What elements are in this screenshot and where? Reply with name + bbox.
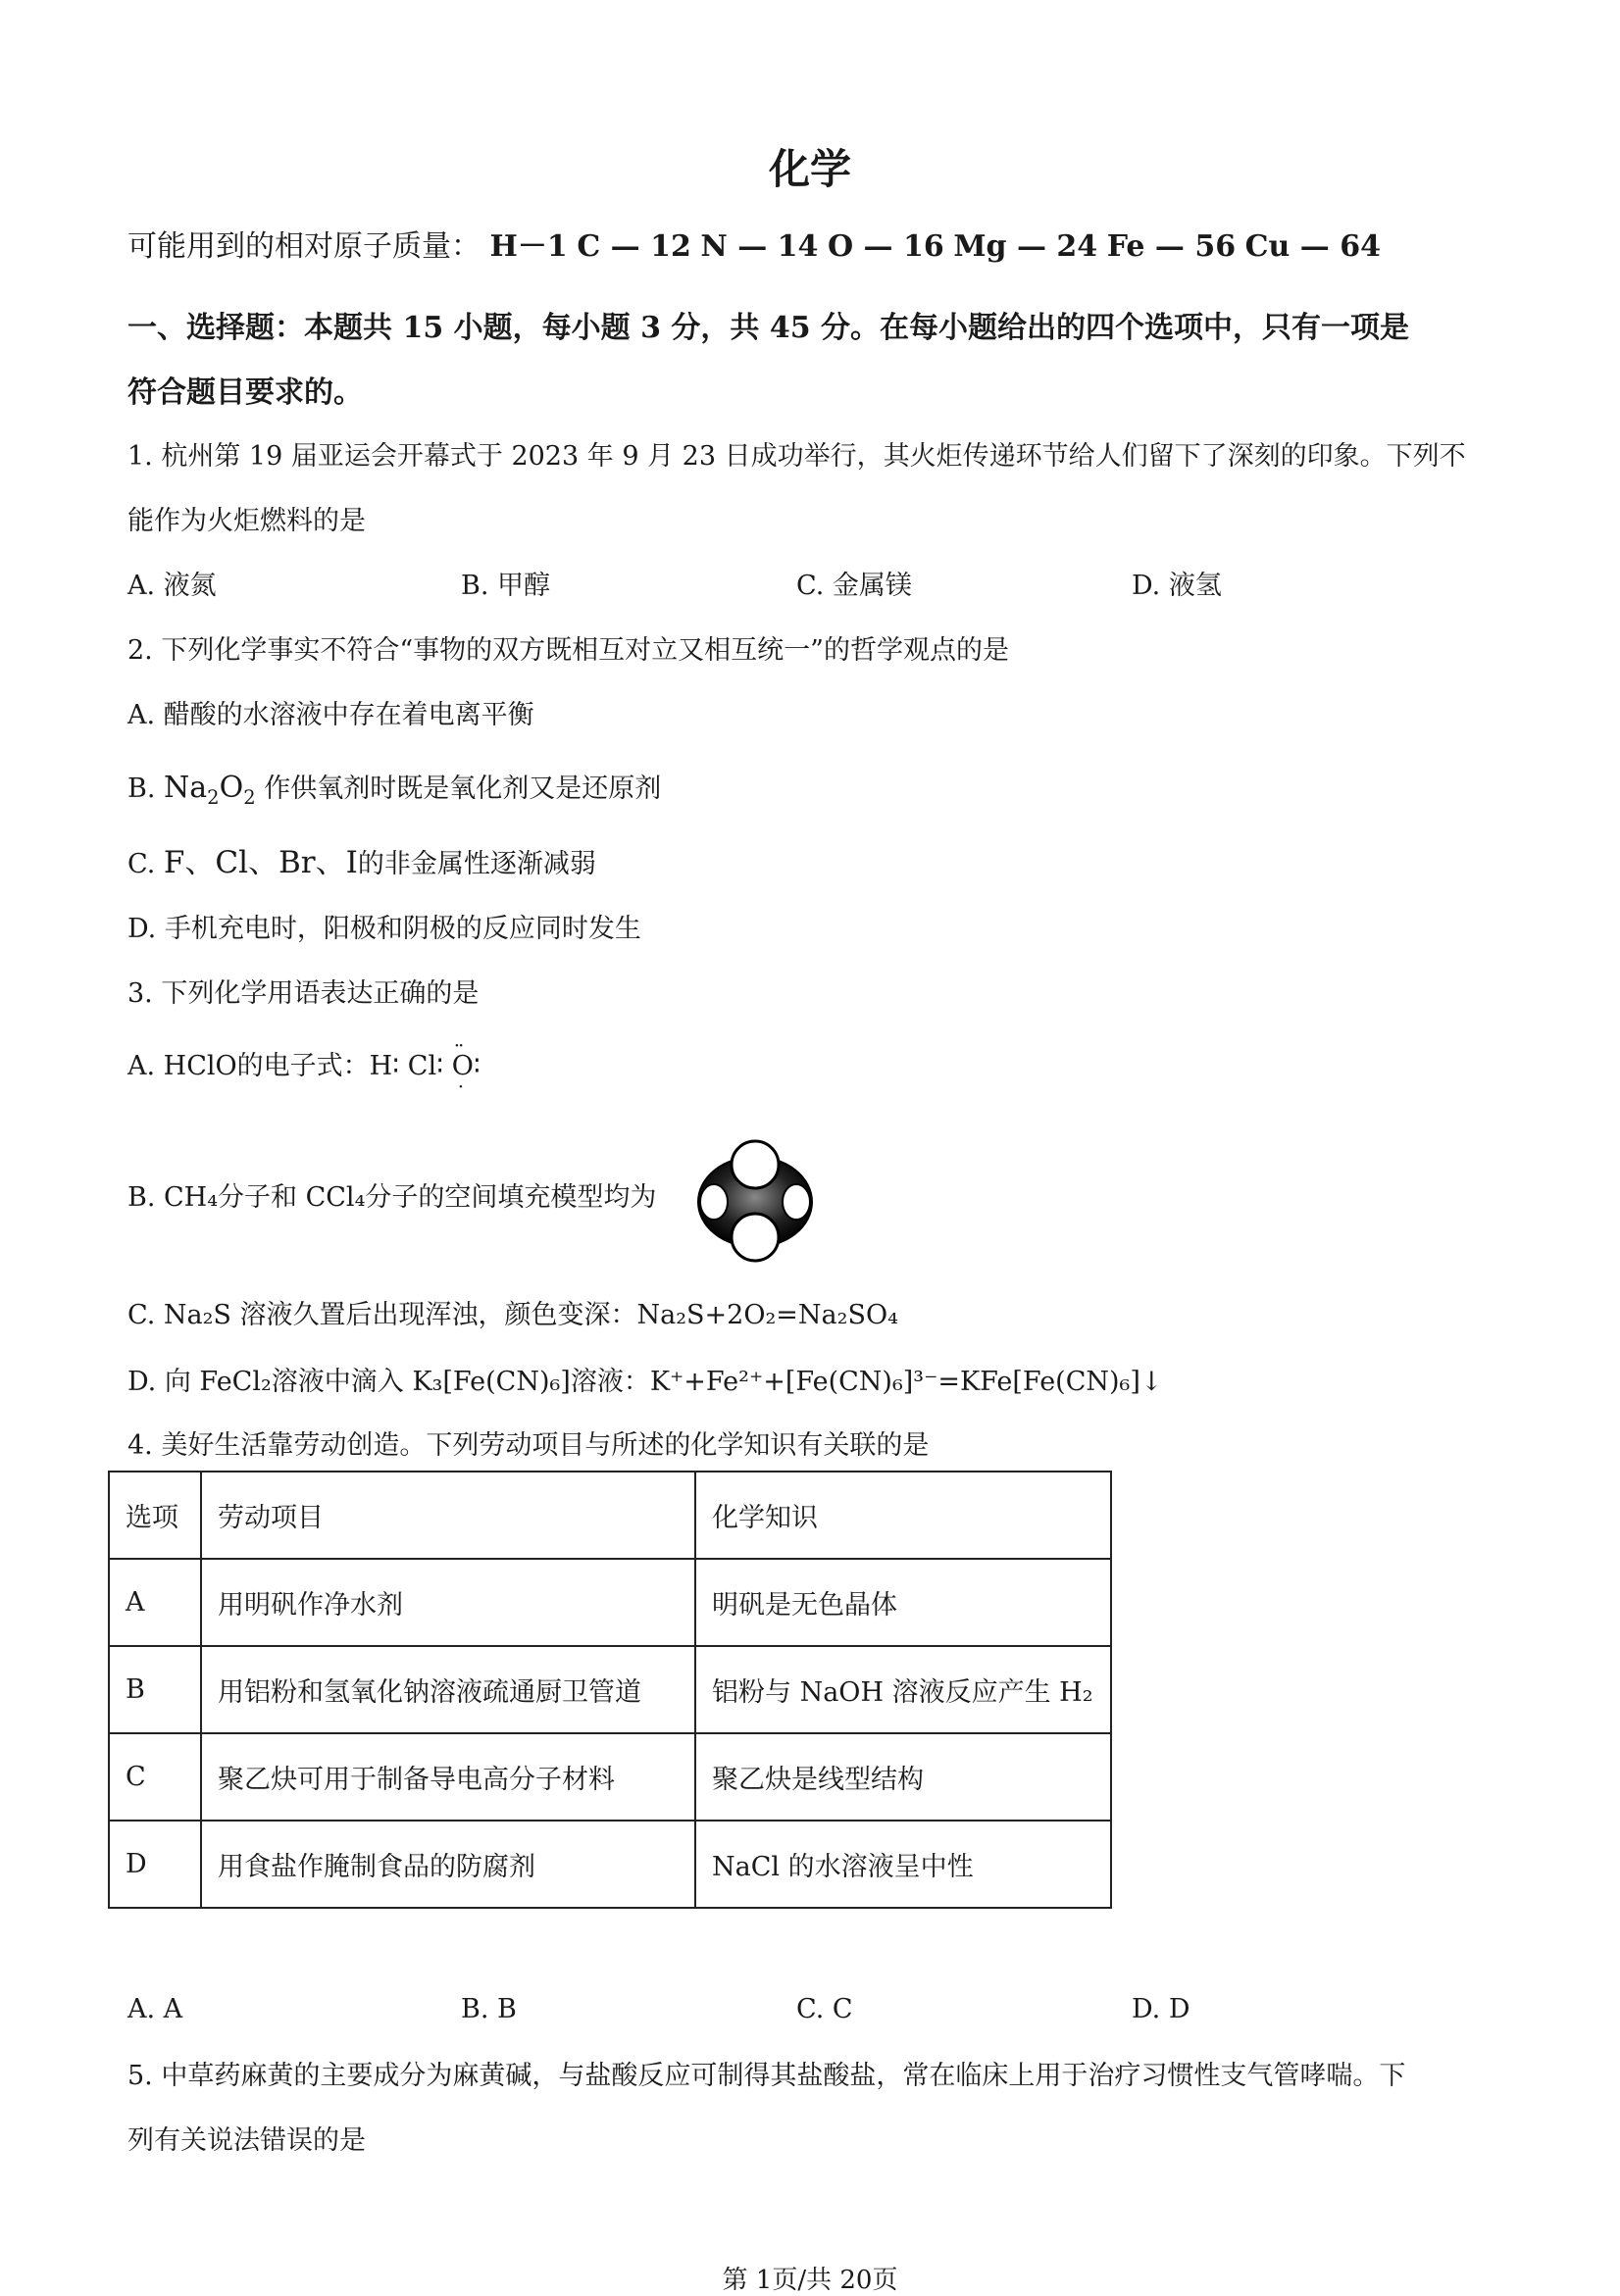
page-footer: 第 1页/共 20页 [722, 2266, 898, 2295]
q3-option-a: A. HClO的电子式：H∶ Cl∶ ·· O ·∶ [127, 1047, 481, 1086]
q4-table [108, 1471, 1112, 1909]
q4-option-a: A. A [127, 1994, 183, 2024]
table-header-row: 选项 劳动项目 化学知识 [109, 1472, 1111, 1559]
table-row: B 用铝粉和氢氧化钠溶液疏通厨卫管道 铝粉与 NaOH 溶液反应产生 H₂ [109, 1646, 1111, 1733]
q4-option-c: C. C [796, 1994, 853, 2024]
section-heading-2: 符合题目要求的。 [127, 375, 363, 410]
q3-option-d: D. 向 FeCl₂溶液中滴入 K₃[Fe(CN)₆]溶液：K⁺+Fe²⁺+[Fe(CN)₆]³⁻=KFe[Fe(CN)₆]↓ [127, 1367, 1163, 1397]
q4-stem: 4. 美好生活靠劳动创造。下列劳动项目与所述的化学知识有关联的是 [127, 1430, 930, 1461]
na2o2-formula: $Na_2O_2$ [164, 771, 256, 809]
q3-option-c: C. Na₂S 溶液久置后出现浑浊，颜色变深：Na₂S+2O₂=Na₂SO₄ [127, 1300, 898, 1330]
q5-stem-1: 5. 中草药麻黄的主要成分为麻黄碱，与盐酸反应可制得其盐酸盐，常在临床上用于治疗习惯性支气管哮喘。下 [127, 2061, 1406, 2091]
q2-stem: 2. 下列化学事实不符合“事物的双方既相互对立又相互统一”的哲学观点的是 [127, 635, 1009, 666]
atomic-masses-label: 可能用到的相对原子质量： [127, 229, 481, 264]
table-row: D 用食盐作腌制食品的防腐剂 NaCl 的水溶液呈中性 [109, 1821, 1111, 1908]
q2-option-b: B. $Na_2O_2$ 作供氧剂时既是氧化剂又是还原剂 [127, 771, 662, 809]
q3-option-b: B. CH₄分子和 CCl₄分子的空间填充模型均为 [127, 1182, 657, 1213]
q4-option-d: D. D [1132, 1994, 1190, 2024]
q2-option-c: C. F、Cl、Br、I的非金属性逐渐减弱 [127, 845, 596, 880]
q4-option-b: B. B [461, 1994, 517, 2024]
q1-option-b: B. 甲醇 [461, 571, 551, 601]
space-filling-model-image [684, 1137, 822, 1265]
q3-stem: 3. 下列化学用语表达正确的是 [127, 978, 480, 1009]
q1-stem-2: 能作为火炬燃料的是 [127, 506, 366, 536]
q2-option-a: A. 醋酸的水溶液中存在着电离平衡 [127, 700, 534, 730]
section-heading-1: 一、选择题：本题共 15 小题，每小题 3 分，共 45 分。在每小题给出的四个选项中，只有一项是 [127, 311, 1410, 345]
q1-option-a: A. 液氮 [127, 571, 217, 601]
q1-option-d: D. 液氢 [1132, 571, 1222, 601]
q2-option-d: D. 手机充电时，阳极和阴极的反应同时发生 [127, 914, 641, 944]
table-row: A 用明矾作净水剂 明矾是无色晶体 [109, 1559, 1111, 1646]
q1-stem-1: 1. 杭州第 19 届亚运会开幕式于 2023 年 9 月 23 日成功举行，其火炬传递环节给人们留下了深刻的印象。下列不 [127, 441, 1466, 472]
page-title: 化学 [768, 145, 851, 193]
q5-stem-2: 列有关说法错误的是 [127, 2125, 366, 2156]
table-row: C 聚乙炔可用于制备导电高分子材料 聚乙炔是线型结构 [109, 1733, 1111, 1821]
atomic-masses: 可能用到的相对原子质量： H－1 C — 12 N — 14 O — 16 Mg — 24 Fe — 56 Cu — 64 [127, 229, 1381, 264]
q1-option-c: C. 金属镁 [796, 571, 912, 601]
